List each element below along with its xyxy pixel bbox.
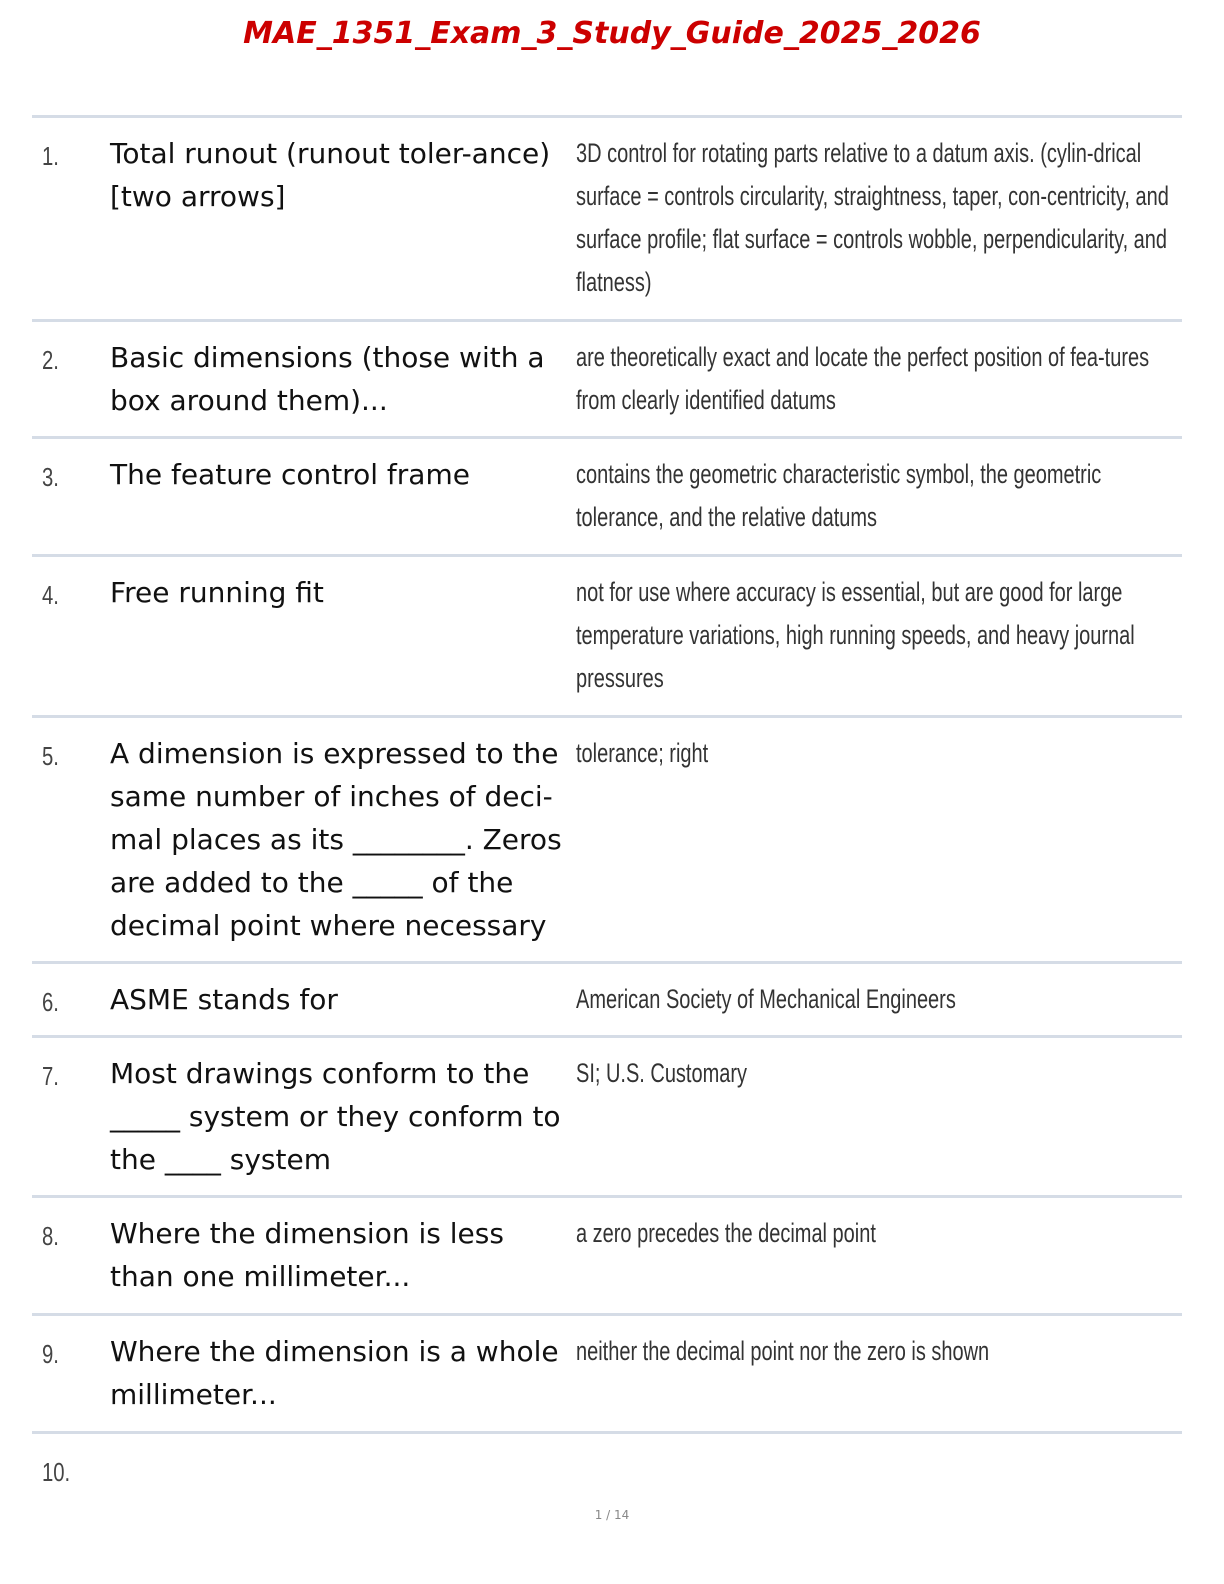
flashcard-row <box>32 964 1182 1038</box>
card-definition-wrap <box>576 1330 1176 1373</box>
flashcard-row <box>32 1198 1182 1316</box>
card-definition: not for use where accuracy is essential, but are good for large temperature variations, high running speeds, and heavy journal pressures <box>576 577 1135 693</box>
card-definition: a zero precedes the decimal point <box>576 1218 876 1248</box>
flashcard-row <box>32 1038 1182 1198</box>
card-number: 6. <box>42 987 59 1017</box>
card-term: ASME stands for <box>110 983 338 1016</box>
card-number: 3. <box>42 462 59 492</box>
card-number: 10. <box>42 1457 71 1487</box>
document-title: MAE_1351_Exam_3_Study_Guide_2025_2026 <box>243 16 981 51</box>
flashcard-row <box>32 118 1182 322</box>
card-definition-wrap <box>576 1448 1176 1491</box>
card-definition-wrap <box>576 132 1176 304</box>
card-term: Basic dimensions (those with a box around them)... <box>110 341 545 417</box>
card-number: 4. <box>42 580 59 610</box>
flashcard-row <box>32 439 1182 557</box>
card-number: 9. <box>42 1339 59 1369</box>
card-definition-wrap <box>576 1212 1176 1255</box>
flashcard-row <box>32 557 1182 718</box>
card-definition-wrap <box>576 732 1176 775</box>
card-number: 2. <box>42 345 59 375</box>
card-term: Most drawings conform to the _____ system or they conform to the ____ system <box>110 1057 561 1176</box>
card-number: 8. <box>42 1221 59 1251</box>
card-term: Free running fit <box>110 576 324 609</box>
card-term: Where the dimension is a whole millimeter... <box>110 1335 559 1411</box>
card-term: Where the dimension is less than one millimeter... <box>110 1217 504 1293</box>
flashcard-row <box>32 1316 1182 1434</box>
card-definition-wrap <box>576 571 1176 700</box>
card-definition: tolerance; right <box>576 738 709 768</box>
card-definition: American Society of Mechanical Engineers <box>576 984 956 1014</box>
card-number: 7. <box>42 1061 59 1091</box>
card-definition: contains the geometric characteristic symbol, the geometric tolerance, and the relative datums <box>576 459 1102 532</box>
card-definition: 3D control for rotating parts relative to a datum axis. (cylin-drical surface = controls circularity, straightness, taper, con-centricity, and surface profile; flat surface = controls wobble, perpendicularity, and flatness) <box>576 138 1169 297</box>
card-definition-wrap <box>576 453 1176 539</box>
flashcard-row <box>32 1434 1182 1504</box>
card-term: The feature control frame <box>110 458 470 491</box>
card-definition-wrap <box>576 336 1176 422</box>
card-definition: SI; U.S. Customary <box>576 1058 747 1088</box>
flashcard-row <box>32 718 1182 964</box>
card-definition: are theoretically exact and locate the perfect position of fea-tures from clearly identified datums <box>576 342 1150 415</box>
card-number: 1. <box>42 141 59 171</box>
card-definition-wrap <box>576 1052 1176 1095</box>
page-indicator: 1 / 14 <box>594 1508 630 1522</box>
card-term: Total runout (runout toler-ance)[two arrows] <box>110 137 551 213</box>
card-definition-wrap <box>576 978 1176 1021</box>
flashcard-row <box>32 322 1182 439</box>
flashcard-list <box>32 115 1182 1504</box>
card-definition: neither the decimal point nor the zero is shown <box>576 1336 990 1366</box>
card-term: A dimension is expressed to the same number of inches of deci-mal places as its ________. Zeros are added to the _____ of the decimal point where necessary <box>110 737 562 942</box>
card-number: 5. <box>42 741 59 771</box>
